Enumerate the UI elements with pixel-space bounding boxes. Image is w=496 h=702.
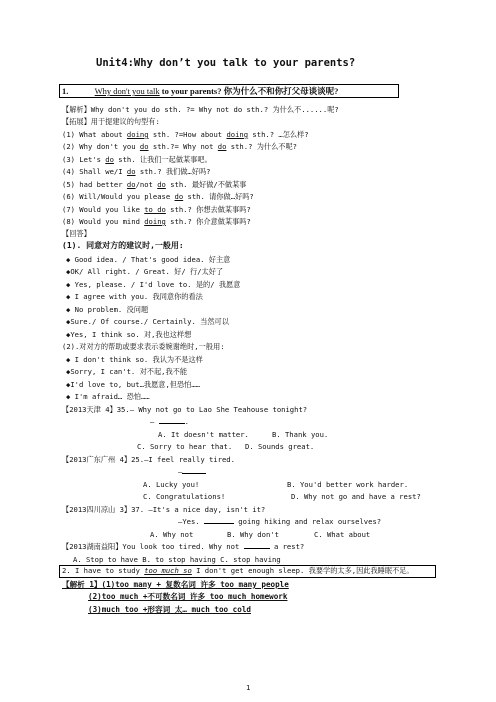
question-3-option-b: B. Why don't [227, 530, 279, 539]
agree-item: ◆ Yes, please. / I'd love to. 是的/ 我愿意 [66, 280, 241, 289]
question-1-option-d: D. Sounds great. [245, 442, 315, 451]
question-2-option-b: B. You'd better work harder. [287, 480, 409, 489]
agree-item: ◆Sure./ Of course./ Certainly. 当然可以 [66, 317, 229, 326]
sentence-2: 2. I have to study too much so I don't get enough sleep. 我要学的太多,因此我睡眠不足。 [62, 566, 414, 575]
sentence-1 [62, 85, 338, 97]
sentence-1-rest: to your parents? 你为什么不和你打父母谈谈呢? [159, 86, 339, 96]
analysis-2-line-1: 【解析 1】(1)too many + 复数名词 许多 too many people [62, 580, 289, 589]
question-1-response: — . [150, 417, 189, 426]
pattern-item: (5) had better do/not do sth. 最好做/不做某事 [62, 180, 247, 189]
pattern-item: (8) Would you mind doing sth.? 你介意做某事吗? [62, 217, 251, 226]
agree-title: (1). 同意对方的建议时,一般用: [62, 241, 184, 250]
agree-item: ◆ I agree with you. 我同意你的看法 [66, 292, 203, 301]
page-title: Unit4:Why don’t you talk to your parents? [96, 57, 356, 69]
question-4-stem: 【2013湖南益阳】You look too tired. Why not a rest? [62, 542, 305, 551]
refuse-item: ◆Sorry, I can't. 对不起,我不能 [66, 367, 188, 376]
pattern-item: (7) Would you like to do sth.? 你想去做某事吗? [62, 205, 251, 214]
question-1-option-a: A. It doesn't matter. [158, 430, 249, 439]
agree-item: ◆ Good idea. / That's good idea. 好主意 [66, 255, 231, 264]
page-number: 1 [246, 683, 251, 692]
answer-title: 【回答】 [62, 229, 91, 238]
agree-item: ◆Yes, I think so. 对,我也这样想 [66, 330, 192, 339]
question-1-option-b: B. Thank you. [272, 430, 329, 439]
question-2-response: — [178, 467, 206, 476]
agree-item: ◆ No problem. 没问题 [66, 305, 149, 314]
question-2-stem: 【2013广东广州 4】25.—I feel really tired. [62, 455, 235, 464]
analysis-2-line-2: (2)too much +不可数名词 许多 too much homework [88, 592, 288, 601]
pattern-item: (2) Why don't you do sth.?= Why not do sth.? 为什么不呢? [62, 142, 298, 151]
question-3-response: —Yes. going hiking and relax ourselves? [178, 517, 382, 526]
refuse-item: ◆ I'm afraid… 恐怕…… [66, 392, 150, 401]
pattern-item: (6) Will/Would you please do sth. 请你做…好吗? [62, 192, 254, 201]
extension-title: 【拓展】用于提建议的句型有: [62, 117, 160, 126]
sentence-1-phrase: Why don't you talk [94, 86, 160, 96]
refuse-title: (2).对对方的帮助或要求表示委婉谢绝时,一般用: [62, 342, 225, 351]
pattern-item: (4) Shall we/I do sth.? 我们做…好吗? [62, 167, 211, 176]
analysis-title: 【解析】Why don't you do sth. ?= Why not do sth.? 为什么不......呢? [62, 105, 339, 114]
analysis-2-line-3: (3)much too +形容词 太… much too cold [88, 605, 251, 614]
question-4-options: A. Stop to have B. to stop having C. stop having [73, 555, 281, 564]
agree-item: ◆OK/ All right. / Great. 好/ 行/太好了 [66, 267, 224, 276]
refuse-item: ◆I'd love to, but…我愿意,但恐怕…… [66, 380, 200, 389]
question-2-option-a: A. Lucky you! [143, 480, 200, 489]
sentence-1-number: 1. [62, 86, 69, 96]
refuse-item: ◆ I don't think so. 我认为不是这样 [66, 355, 203, 364]
question-2-option-c: C. Congratulations! [143, 492, 226, 501]
question-3-stem: 【2013四川凉山 3】37. —It's a nice day, isn't it? [62, 505, 266, 514]
pattern-item: (1) What about doing sth. ?=How about doing sth.? …怎么样? [62, 130, 309, 139]
question-2-option-d: D. Why not go and have a rest? [291, 492, 421, 501]
question-1-stem: 【2013天津 4】35.— Why not go to Lao She Teahouse tonight? [62, 405, 308, 414]
pattern-item: (3) Let's do sth. 让我们一起做某事吧。 [62, 155, 212, 164]
question-1-option-c: C. Sorry to hear that. [137, 442, 233, 451]
question-3-option-a: A. Why not [150, 530, 194, 539]
question-3-option-c: C. What about [314, 530, 371, 539]
